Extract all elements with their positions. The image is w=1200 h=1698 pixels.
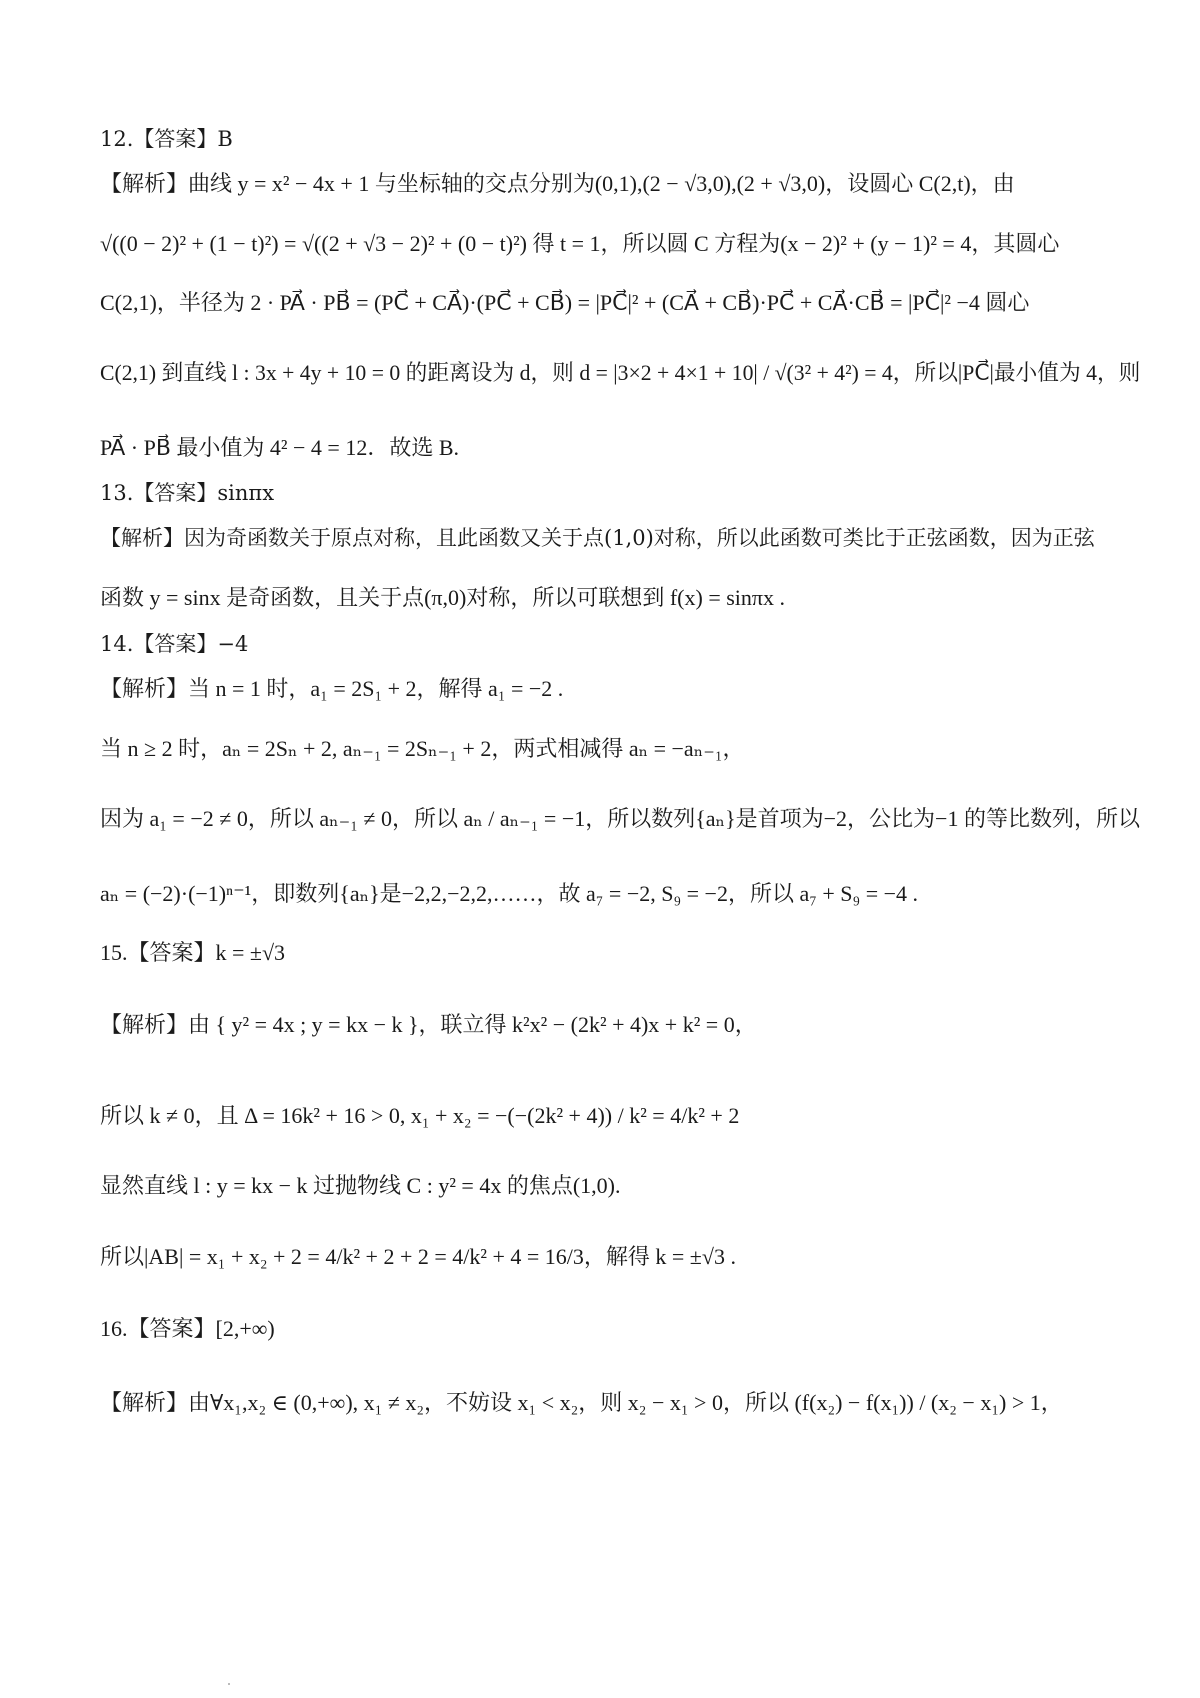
q14-analysis-line-4: aₙ = (−2)·(−1)ⁿ⁻¹，即数列{aₙ}是−2,2,−2,2,……，故 a₇ = −2, S₉ = −2，所以 a₇ + S₉ = −4 .	[100, 881, 919, 906]
q12-analysis-line-1: 【解析】曲线 y = x² − 4x + 1 与坐标轴的交点分别为(0,1),(2 − √3,0),(2 + √3,0)，设圆心 C(2,t)，由	[100, 171, 1015, 196]
q16-analysis-line-1: 【解析】由∀x₁,x₂ ∈ (0,+∞), x₁ ≠ x₂，不妨设 x₁ < x₂，则 x₂ − x₁ > 0，所以 (f(x₂) − f(x₁)) / (x₂ − x₁) > 1，	[100, 1390, 1063, 1415]
q15-answer: 15.【答案】k = ±√3	[100, 940, 286, 965]
q12-analysis-line-4: C(2,1) 到直线 l : 3x + 4y + 10 = 0 的距离设为 d，则 d = |3×2 + 4×1 + 10| / √(3² + 4²) = 4，所以|PC⃗|最小值为 4，则	[100, 360, 1141, 385]
q14-analysis-line-2: 当 n ≥ 2 时，aₙ = 2Sₙ + 2, aₙ₋₁ = 2Sₙ₋₁ + 2，两式相减得 aₙ = −aₙ₋₁，	[100, 736, 745, 761]
q14-analysis-line-3: 因为 a₁ = −2 ≠ 0，所以 aₙ₋₁ ≠ 0，所以 aₙ / aₙ₋₁ = −1，所以数列{aₙ}是首项为−2，公比为−1 的等比数列，所以	[100, 806, 1140, 831]
q13-analysis-line-1: 【解析】因为奇函数关于原点对称，且此函数又关于点(1,0)对称，所以此函数可类比于正弦函数，因为正弦	[100, 526, 1095, 550]
q15-analysis-line-2: 所以 k ≠ 0，且 Δ = 16k² + 16 > 0, x₁ + x₂ = −(−(2k² + 4)) / k² = 4/k² + 2	[100, 1103, 740, 1128]
scan-speck	[228, 1683, 230, 1685]
q13-answer: 13.【答案】sinπx	[100, 481, 275, 505]
q13-analysis-line-2: 函数 y = sinx 是奇函数，且关于点(π,0)对称，所以可联想到 f(x) = sinπx .	[100, 585, 786, 610]
q15-analysis-line-3: 显然直线 l : y = kx − k 过抛物线 C : y² = 4x 的焦点(1,0).	[100, 1173, 621, 1198]
q16-answer: 16.【答案】[2,+∞)	[100, 1316, 275, 1341]
q15-analysis-line-1: 【解析】由 { y² = 4x ; y = kx − k }，联立得 k²x² − (2k² + 4)x + k² = 0，	[100, 1012, 757, 1037]
q12-analysis-line-2: √((0 − 2)² + (1 − t)²) = √((2 + √3 − 2)² + (0 − t)²) 得 t = 1，所以圆 C 方程为(x − 2)² + (y − 1)² = 4，其圆心	[100, 231, 1060, 256]
q14-analysis-line-1: 【解析】当 n = 1 时，a₁ = 2S₁ + 2，解得 a₁ = −2 .	[100, 676, 564, 701]
q12-analysis-line-5: PA⃗ · PB⃗ 最小值为 4² − 4 = 12．故选 B.	[100, 435, 460, 460]
q15-analysis-line-4: 所以|AB| = x₁ + x₂ + 2 = 4/k² + 2 + 2 = 4/k² + 4 = 16/3，解得 k = ±√3 .	[100, 1244, 736, 1269]
q14-answer: 14.【答案】−4	[100, 632, 249, 656]
q12-answer: 12.【答案】B	[100, 127, 233, 151]
q12-analysis-line-3: C(2,1)，半径为 2 · PA⃗ · PB⃗ = (PC⃗ + CA⃗)·(PC⃗ + CB⃗) = |PC⃗|² + (CA⃗ + CB⃗)·PC⃗ + CA⃗·CB⃗ = |PC⃗|² −4 圆心	[100, 290, 1030, 315]
